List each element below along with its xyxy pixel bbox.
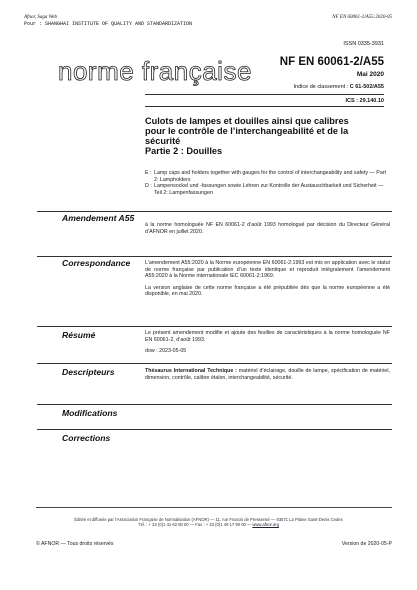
title-line: pour le contrôle de l’interchangeabilité et de la [145,126,349,136]
publisher-address: Éditée et diffusée par l’Association Française de Normalisation (AFNOR) — 11, rue Francis de Pressensé — 93571 La Plaine Saint-Denis Cedex [74,517,343,522]
translated-titles [145,170,390,196]
contact-phone-fax: Tél. : + 33 (0)1 41 62 80 00 — Fax : + 33 (0)1 49 17 90 00 — [138,522,253,527]
section-label-corrections: Corrections [62,433,111,443]
afnor-website-link[interactable]: www.afnor.org [252,522,279,527]
publisher-contact [0,522,417,527]
section-divider [37,404,392,405]
paragraph [145,368,390,381]
section-label-correspondance: Correspondance [62,258,131,268]
header-document-id: NF EN 60061-2/A55:2020-05 [332,15,392,20]
thesaurus-label: Thésaurus International Technique : [145,368,237,374]
issn: ISSN 0335-3931 [343,41,384,47]
translation-german [145,183,390,196]
section-divider [37,256,392,257]
version-label: Version de 2020-05-P [341,541,392,547]
ics-code: ICS : 29.140.10 [345,98,384,104]
paragraph: à la norme homologuée NF EN 60061-2 d’août 1993 homologué par décision du Directeur Général d’AFNOR en juillet 2020. [145,222,390,235]
footer-divider [36,507,392,508]
classification-index [293,84,384,90]
correspondance-text [145,260,390,303]
language-code: E : [145,170,152,176]
descripteurs-text [145,368,390,386]
divider [145,106,384,107]
paragraph: Le présent amendement modifie et ajoute des feuilles de caractéristiques à la norme homologuée NF EN 60061-2, d’août 1993. [145,330,390,343]
section-label-descripteurs: Descripteurs [62,367,115,377]
translation-text: Lampensockel und -fassungen sowie Lehren zur Kontrolle der Austauschbarkeit und Sicherheit — Teil 2: Lampenfassungen [154,183,384,196]
section-label-amendement: Amendement A55 [62,213,135,223]
section-label-modifications: Modifications [62,408,118,418]
paragraph: dow : 2023-05-05 [145,348,187,355]
section-divider [37,429,392,430]
document-title [145,116,385,156]
amendement-text [145,222,390,240]
header-source: Afnor, Saga Web [24,15,58,20]
classification-label: Indice de classement : [293,84,350,90]
title-line: Partie 2 : Douilles [145,146,223,156]
section-divider [37,326,392,327]
copyright-notice: © AFNOR — Tous droits réservés [36,541,114,547]
section-divider [37,363,392,364]
section-label-resume: Résumé [62,330,96,340]
classification-value: C 61-502/A55 [349,84,384,90]
section-divider [37,211,392,212]
standard-number: NF EN 60061-2/A55 [279,56,384,68]
publication-date: Mai 2020 [356,71,384,78]
paragraph: L’amendement A55:2020 à la Norme européenne EN 60061-2:1993 est mis en application avec le statut de norme française par publication d’un texte identique et reproduit intégralement l’amendement A55:2020 à la Norme internationale IEC 60061-2:1969. [145,260,390,280]
header-recipient: Pour : SHANGHAI INSTITUTE OF QUALITY AND STANDARDIZATION [24,21,193,27]
norme-francaise-logo: norme française [58,56,252,86]
title-line: Culots de lampes et douilles ainsi que calibres [145,116,349,126]
title-line: sécurité [145,136,181,146]
divider [145,94,384,95]
translation-text: Lamp caps and holders together with gauges for the control of interchangeability and safety — Part 2: Lampholders [154,170,387,183]
translation-english [145,170,390,183]
language-code: D : [145,183,152,190]
resume-text [145,330,390,360]
thesaurus-keywords: matériel d’éclairage, douille de lampe, spécification de matériel, dimension, contrôle, calibre étalon, interchangeabilité, sécurité. [145,368,390,381]
paragraph: La version anglaise de cette norme française a été prépubliée dès que la norme européenne a été disponible, en mai 2020. [145,284,390,298]
